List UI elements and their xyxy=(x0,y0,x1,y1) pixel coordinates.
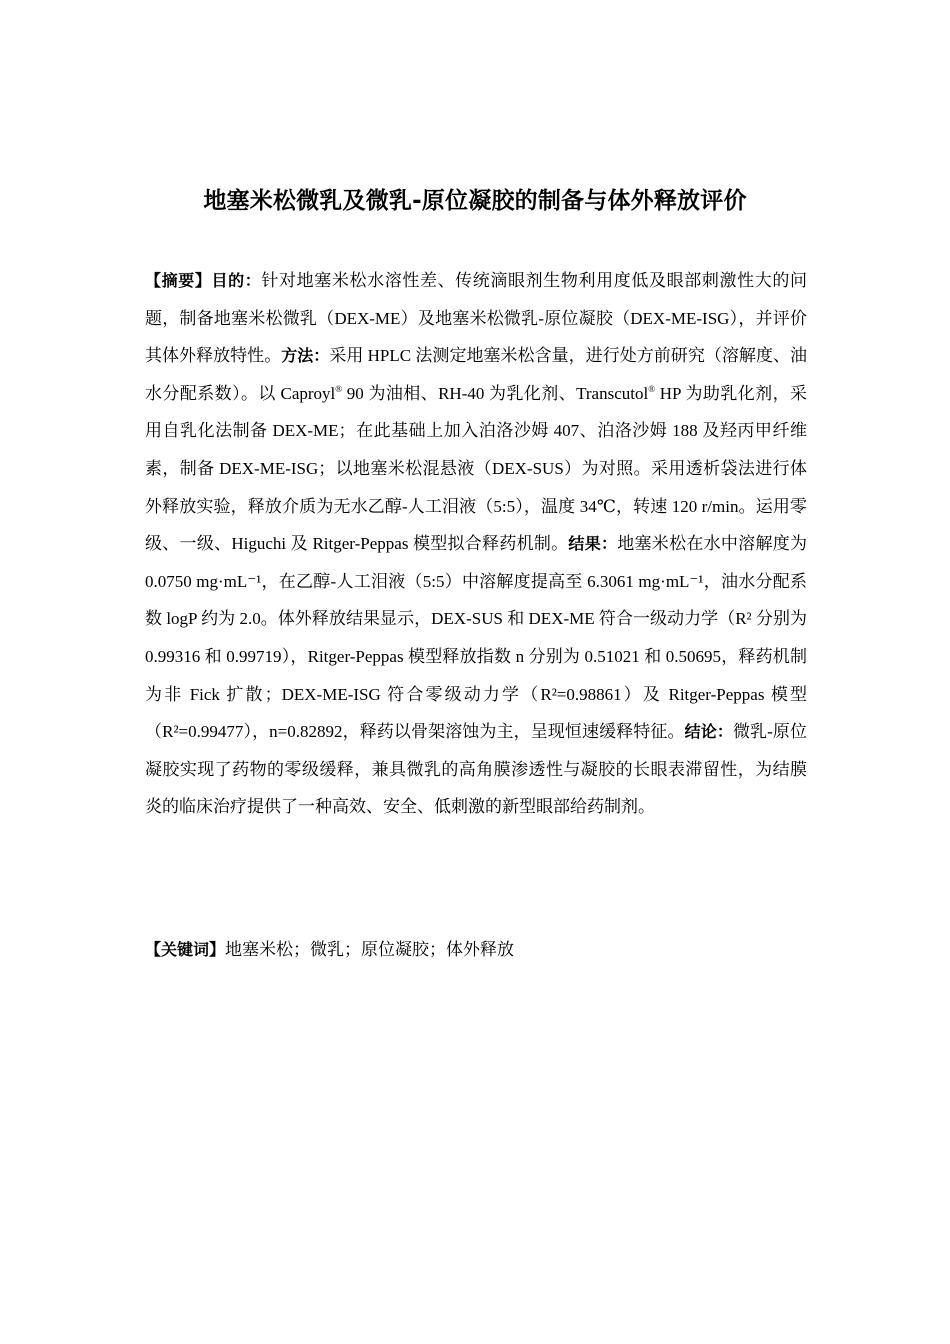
objective-label: 目的： xyxy=(211,271,262,290)
methods-text-1: 采用 HPLC 法测定地塞米松含量，进行处方前研究（溶解度、油水分配系数）。以 Caproyl xyxy=(145,346,807,403)
registered-mark: ® xyxy=(648,383,656,394)
conclusion-text: 微乳-原位凝胶实现了药物的零级缓释，兼具微乳的高角膜渗透性与凝胶的长眼表滞留性，为结膜炎的临床治疗提供了一种高效、安全、低刺激的新型眼部给药制剂。 xyxy=(145,722,807,817)
conclusion-label: 结论： xyxy=(684,722,733,742)
objective-text: 针对地塞米松水溶性差、传统滴眼剂生物利用度低及眼部刺激性大的问题，制备地塞米松微乳（DEX-ME）及地塞米松微乳-原位凝胶（DEX-ME-ISG），并评价其体外释放特性。 xyxy=(145,271,807,366)
keywords-label: 【关键词】 xyxy=(145,940,226,959)
methods-text-3: HP 为助乳化剂，采用自乳化法制备 DEX-ME；在此基础上加入泊洛沙姆 407、泊洛沙姆 188 及羟丙甲纤维素，制备 DEX-ME-ISG；以地塞米松混悬液（DEX-SUS）为对照。采用透析袋法进行体外释放实验，释放介质为无水乙醇-人工泪液（5:5），温度 34℃，转速 120 r/min。运用零级、一级、Higuchi 及 Ritger-Peppas 模型拟合释药机制。 xyxy=(145,383,807,554)
keywords-line xyxy=(145,931,807,969)
methods-label: 方法： xyxy=(281,346,330,366)
abstract-heading: 【摘要】 xyxy=(145,271,212,290)
results-text: 地塞米松在水中溶解度为 0.0750 mg·mL⁻¹，在乙醇-人工泪液（5:5）中溶解度提高至 6.3061 mg·mL⁻¹，油水分配系数 logP 约为 2.0。体外释放结果显示，DEX-SUS 和 DEX-ME 符合一级动力学（R² 分别为 0.99316 和 0.99719），Ritger-Peppas 模型释放指数 n 分别为 0.51021 和 0.50695，释药机制为非 Fick 扩散；DEX-ME-ISG 符合零级动力学（R²=0.98861）及 Ritger-Peppas 模型（R²=0.99477），n=0.82892，释药以骨架溶蚀为主，呈现恒速缓释特征。 xyxy=(145,534,807,742)
methods-text-2: 90 为油相、RH-40 为乳化剂、Transcutol xyxy=(342,383,649,403)
registered-mark: ® xyxy=(335,383,343,394)
keywords-text: 地塞米松；微乳；原位凝胶；体外释放 xyxy=(225,940,515,959)
abstract-paragraph xyxy=(145,262,807,826)
paper-title: 地塞米松微乳及微乳-原位凝胶的制备与体外释放评价 xyxy=(203,188,747,214)
results-label: 结果： xyxy=(568,534,618,554)
